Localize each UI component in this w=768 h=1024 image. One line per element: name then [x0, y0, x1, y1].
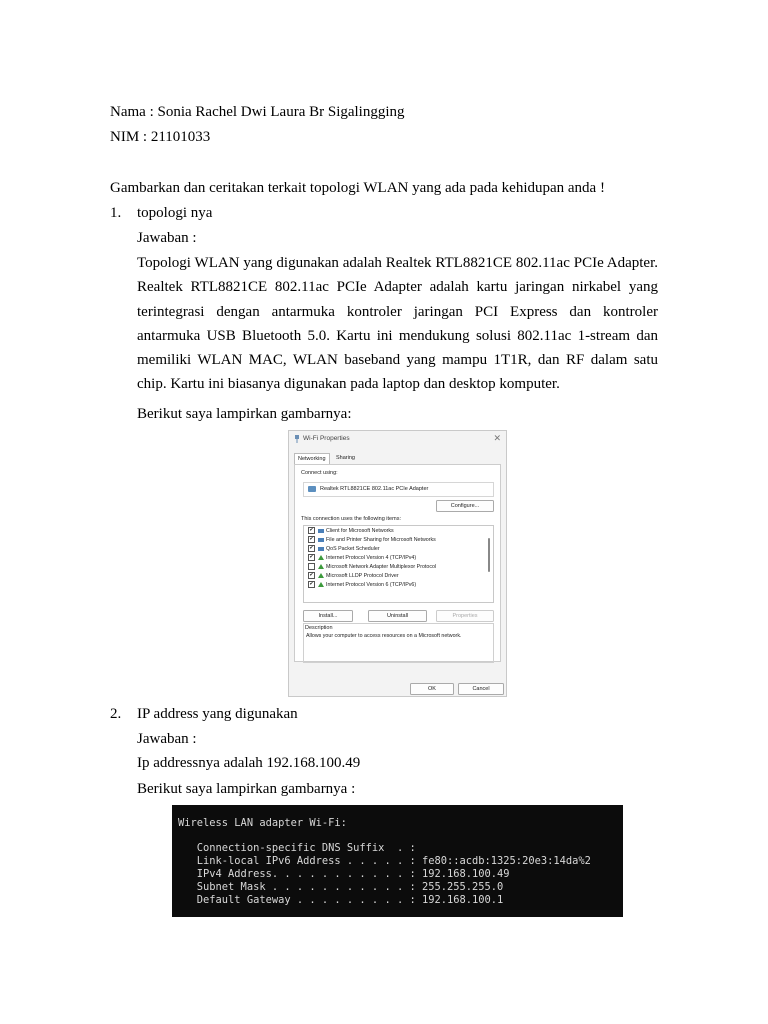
network-client-icon	[318, 528, 324, 534]
wifi-properties-dialog	[288, 430, 507, 697]
checkbox-unchecked[interactable]	[308, 563, 315, 570]
list-item[interactable]	[308, 536, 436, 545]
connect-using-label: Connect using:	[301, 470, 338, 476]
description-text: Allows your computer to access resources on a Microsoft network.	[306, 633, 462, 639]
list-item-label: Microsoft Network Adapter Multiplexor Protocol	[326, 564, 437, 570]
checkbox-checked[interactable]: ✔	[309, 554, 314, 561]
list-item[interactable]	[308, 581, 416, 590]
dialog-titlebar	[289, 431, 506, 447]
list-item-label: QoS Packet Scheduler	[326, 546, 380, 552]
checkbox-checked[interactable]: ✔	[309, 536, 314, 543]
terminal-line: Wireless LAN adapter Wi-Fi:	[178, 817, 347, 829]
terminal-line: Link-local IPv6 Address . . . . . : fe80::acdb:1325:20e3:14da%2	[178, 855, 591, 867]
protocol-icon	[318, 582, 324, 588]
q1-heading: topologi nya	[137, 205, 213, 221]
checkbox-checked[interactable]: ✔	[309, 572, 314, 579]
list-item-label: File and Printer Sharing for Microsoft Networks	[326, 537, 436, 543]
items-label: This connection uses the following items:	[301, 516, 401, 522]
list-item-label: Client for Microsoft Networks	[326, 528, 394, 534]
protocol-icon	[318, 555, 324, 561]
description-label: Description	[305, 625, 333, 631]
protocol-icon	[318, 573, 324, 579]
list-item[interactable]	[308, 545, 380, 554]
items-list	[303, 525, 494, 603]
cancel-button[interactable]: Cancel	[458, 683, 504, 695]
list-item-label: Internet Protocol Version 4 (TCP/IPv4)	[326, 555, 417, 561]
q1-attach-text: Berikut saya lampirkan gambarnya:	[137, 406, 352, 422]
q2-number: 2.	[110, 706, 122, 722]
list-item-label: Microsoft LLDP Protocol Driver	[326, 573, 399, 579]
list-item-label: Internet Protocol Version 6 (TCP/IPv6)	[326, 582, 417, 588]
q2-heading: IP address yang digunakan	[137, 706, 298, 722]
nim-line: NIM : 21101033	[110, 129, 211, 145]
q2-answer-label: Jawaban :	[137, 731, 197, 747]
install-button[interactable]: Install...	[303, 610, 353, 622]
q2-attach-text: Berikut saya lampirkan gambarnya :	[137, 781, 356, 797]
network-adapter-icon	[294, 435, 300, 443]
close-icon[interactable]: ✕	[493, 433, 501, 443]
q1-answer-label: Jawaban :	[137, 230, 197, 246]
tab-sharing[interactable]: Sharing	[336, 455, 355, 461]
checkbox-checked[interactable]: ✔	[309, 545, 314, 552]
list-item[interactable]	[308, 572, 399, 581]
checkbox-checked[interactable]: ✔	[309, 581, 314, 588]
list-item[interactable]	[308, 527, 394, 536]
name-line: Nama : Sonia Rachel Dwi Laura Br Sigalingging	[110, 104, 405, 120]
terminal-line: Connection-specific DNS Suffix . :	[178, 842, 416, 854]
properties-button[interactable]: Properties	[436, 610, 494, 622]
uninstall-button[interactable]: Uninstall	[368, 610, 427, 622]
q1-number: 1.	[110, 205, 122, 221]
q2-answer-text: Ip addressnya adalah 192.168.100.49	[137, 755, 361, 771]
terminal-line: Subnet Mask . . . . . . . . . . . : 255.255.255.0	[178, 881, 504, 893]
configure-button[interactable]: Configure...	[436, 500, 494, 512]
list-item[interactable]	[308, 554, 416, 563]
network-service-icon	[318, 546, 324, 552]
terminal-line: IPv4 Address. . . . . . . . . . . : 192.168.100.49	[178, 868, 510, 880]
ok-button[interactable]: OK	[410, 683, 454, 695]
adapter-icon	[308, 486, 316, 492]
dialog-title: Wi-Fi Properties	[303, 435, 350, 442]
adapter-name: Realtek RTL8821CE 802.11ac PCIe Adapter	[320, 486, 429, 492]
networking-panel	[294, 464, 501, 662]
list-scrollbar[interactable]	[488, 538, 490, 572]
list-item[interactable]	[308, 563, 436, 572]
q1-answer-text: Topologi WLAN yang digunakan adalah Realtek RTL8821CE 802.11ac PCIe Adapter. Realtek RTL8821CE 802.11ac PCIe Adapter adalah kartu jaringan nirkabel yang terintegrasi dengan antarmuka kontroler jaringan PCI Express dan kontroler antarmuka USB Bluetooth 5.0. Kartu ini mendukung solusi 802.11ac 1-stream dan memiliki WLAN MAC, WLAN baseband yang mampu 1T1R, dan RF dalam satu chip. Kartu ini biasanya digunakan pada laptop dan desktop komputer.	[137, 255, 658, 393]
tab-networking[interactable]: Networking	[294, 453, 330, 465]
network-service-icon	[318, 537, 324, 543]
adapter-field	[303, 482, 494, 497]
assignment-prompt: Gambarkan dan ceritakan terkait topologi WLAN yang ada pada kehidupan anda !	[110, 180, 605, 196]
protocol-icon	[318, 564, 324, 570]
ipconfig-terminal	[172, 805, 623, 917]
checkbox-checked[interactable]: ✔	[309, 527, 314, 534]
terminal-line: Default Gateway . . . . . . . . . : 192.168.100.1	[178, 894, 504, 906]
